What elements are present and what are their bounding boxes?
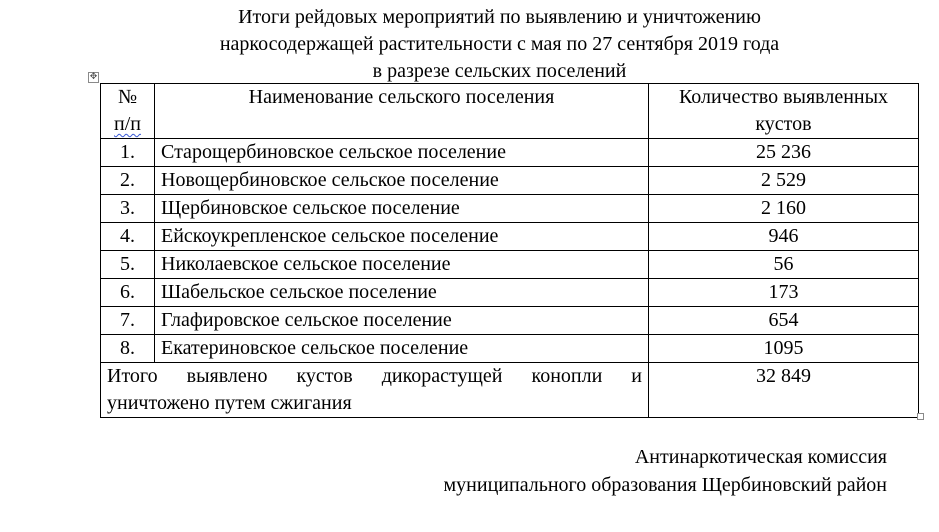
row-bush-count: 2 529 — [649, 167, 919, 195]
header-bush-count: Количество выявленных кустов — [649, 84, 919, 139]
total-count: 32 849 — [649, 363, 919, 418]
table-row — [101, 223, 919, 251]
title-line-2: наркосодержащей растительности с мая по 27 сентября 2019 года — [219, 33, 780, 55]
table-total-row — [101, 363, 919, 418]
footer-line-2: муниципального образования Щербиновский район — [443, 474, 887, 496]
table-row — [101, 139, 919, 167]
row-number: 4. — [101, 223, 155, 251]
row-bush-count: 946 — [649, 223, 919, 251]
table-row — [101, 195, 919, 223]
row-settlement-name: Ейскоукрепленское сельское поселение — [155, 223, 649, 251]
table-row — [101, 167, 919, 195]
row-settlement-name: Николаевское сельское поселение — [155, 251, 649, 279]
title-line-1: Итоги рейдовых мероприятий по выявлению и уничтожению — [238, 6, 761, 28]
row-bush-count: 173 — [649, 279, 919, 307]
row-bush-count: 654 — [649, 307, 919, 335]
row-number: 5. — [101, 251, 155, 279]
header-number: № п/п — [101, 84, 155, 139]
table-row — [101, 307, 919, 335]
row-settlement-name: Екатериновское сельское поселение — [155, 335, 649, 363]
row-settlement-name: Глафировское сельское поселение — [155, 307, 649, 335]
table-header-row — [101, 84, 919, 139]
row-number: 2. — [101, 167, 155, 195]
title-line-3: в разрезе сельских поселений — [372, 60, 627, 82]
row-settlement-name: Старощербиновское сельское поселение — [155, 139, 649, 167]
row-number: 6. — [101, 279, 155, 307]
row-bush-count: 1095 — [649, 335, 919, 363]
row-settlement-name: Шабельское сельское поселение — [155, 279, 649, 307]
row-settlement-name: Новощербиновское сельское поселение — [155, 167, 649, 195]
header-settlement-name: Наименование сельского поселения — [155, 84, 649, 139]
row-number: 7. — [101, 307, 155, 335]
footer-line-1: Антинаркотическая комиссия — [634, 446, 887, 468]
row-bush-count: 2 160 — [649, 195, 919, 223]
table-resize-handle-icon[interactable] — [917, 413, 924, 420]
results-table — [100, 83, 919, 418]
row-number: 8. — [101, 335, 155, 363]
document-title — [0, 4, 939, 85]
table-row — [101, 279, 919, 307]
table-row — [101, 251, 919, 279]
row-number: 3. — [101, 195, 155, 223]
row-bush-count: 56 — [649, 251, 919, 279]
signature-block — [444, 443, 887, 499]
row-settlement-name: Щербиновское сельское поселение — [155, 195, 649, 223]
row-number: 1. — [101, 139, 155, 167]
table-move-handle-icon[interactable]: ✥ — [89, 72, 98, 82]
row-bush-count: 25 236 — [649, 139, 919, 167]
table-row — [101, 335, 919, 363]
total-label: Итого выявлено кустов дикорастущей конопли и уничтожено путем сжигания — [101, 363, 649, 418]
